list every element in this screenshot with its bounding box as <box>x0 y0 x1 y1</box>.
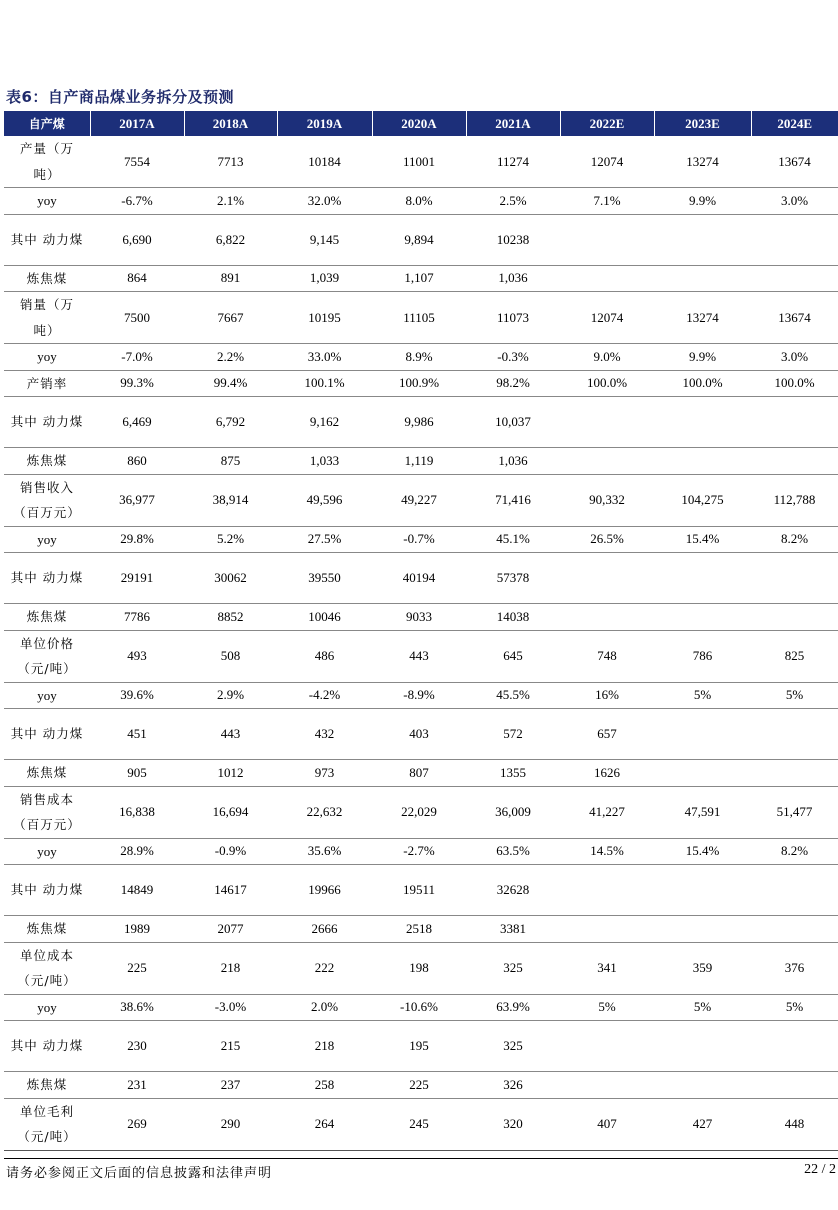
table-cell: 35.6% <box>277 838 372 865</box>
table-cell: 36,009 <box>466 786 560 838</box>
row-label: 产销率 <box>4 370 90 397</box>
table-cell: 508 <box>184 630 277 682</box>
table-cell: 427 <box>654 1098 751 1150</box>
header-cell: 2024E <box>751 111 838 136</box>
table-cell: 443 <box>372 630 466 682</box>
table-cell: 38,914 <box>184 474 277 526</box>
table-cell: 41,227 <box>560 786 654 838</box>
table-cell: 225 <box>90 942 184 994</box>
table-cell: 2.0% <box>277 994 372 1021</box>
table-cell: 1,107 <box>372 265 466 292</box>
table-cell: 90,332 <box>560 474 654 526</box>
table-cell: 860 <box>90 448 184 475</box>
table-row <box>4 1098 838 1150</box>
table-cell: 49,596 <box>277 474 372 526</box>
table-cell <box>751 397 838 448</box>
table-cell: 807 <box>372 760 466 787</box>
table-cell: 100.0% <box>751 370 838 397</box>
table-cell: 290 <box>184 1098 277 1150</box>
table-row <box>4 292 838 344</box>
table-cell: 218 <box>184 942 277 994</box>
table-row <box>4 1021 838 1072</box>
table-cell: 13274 <box>654 136 751 188</box>
table-cell <box>560 916 654 943</box>
table-cell: 29.8% <box>90 526 184 553</box>
table-cell <box>751 553 838 604</box>
table-cell: 451 <box>90 709 184 760</box>
table-row <box>4 916 838 943</box>
table-row <box>4 397 838 448</box>
table-cell: 9,894 <box>372 214 466 265</box>
table-cell <box>751 448 838 475</box>
table-cell: 63.5% <box>466 838 560 865</box>
table-cell: 218 <box>277 1021 372 1072</box>
table-cell: -3.0% <box>184 994 277 1021</box>
table-cell <box>654 865 751 916</box>
table-cell: 32628 <box>466 865 560 916</box>
table-cell: 12074 <box>560 136 654 188</box>
table-cell: 49,227 <box>372 474 466 526</box>
table-cell: 5% <box>654 994 751 1021</box>
table-cell: 2.5% <box>466 188 560 215</box>
table-cell: 12074 <box>560 292 654 344</box>
table-cell: 11073 <box>466 292 560 344</box>
table-cell: 10238 <box>466 214 560 265</box>
table-cell: 6,690 <box>90 214 184 265</box>
table-cell: 1989 <box>90 916 184 943</box>
table-row <box>4 1072 838 1099</box>
table-cell: 448 <box>751 1098 838 1150</box>
table-cell: 14.5% <box>560 838 654 865</box>
table-cell: 2518 <box>372 916 466 943</box>
table-cell: 8.0% <box>372 188 466 215</box>
table-header-row <box>4 111 838 136</box>
table-row <box>4 265 838 292</box>
table-cell: 40194 <box>372 553 466 604</box>
table-cell <box>654 397 751 448</box>
table-cell: 14038 <box>466 604 560 631</box>
row-label: 炼焦煤 <box>4 448 90 475</box>
table-cell: 28.9% <box>90 838 184 865</box>
row-label: 其中 动力煤 <box>4 709 90 760</box>
table-cell <box>751 760 838 787</box>
table-cell: 112,788 <box>751 474 838 526</box>
table-row <box>4 786 838 838</box>
table-cell: 71,416 <box>466 474 560 526</box>
table-row <box>4 526 838 553</box>
table-cell: -10.6% <box>372 994 466 1021</box>
row-label: 销售收入（百万元） <box>4 474 90 526</box>
table-cell: -0.9% <box>184 838 277 865</box>
table-cell: 5% <box>751 994 838 1021</box>
table-cell <box>560 448 654 475</box>
row-label: yoy <box>4 188 90 215</box>
table-cell: 8852 <box>184 604 277 631</box>
row-label: 单位成本（元/吨） <box>4 942 90 994</box>
table-cell: 100.0% <box>560 370 654 397</box>
table-cell: 245 <box>372 1098 466 1150</box>
row-label: 炼焦煤 <box>4 604 90 631</box>
table-cell <box>560 214 654 265</box>
table-cell: 22,632 <box>277 786 372 838</box>
table-cell: 39550 <box>277 553 372 604</box>
table-row <box>4 604 838 631</box>
row-label: yoy <box>4 838 90 865</box>
table-row <box>4 370 838 397</box>
table-cell <box>751 709 838 760</box>
table-cell <box>560 1072 654 1099</box>
table-cell: 19511 <box>372 865 466 916</box>
table-cell: 1,119 <box>372 448 466 475</box>
table-cell <box>654 760 751 787</box>
table-cell: 231 <box>90 1072 184 1099</box>
table-cell: 407 <box>560 1098 654 1150</box>
table-cell: -4.2% <box>277 682 372 709</box>
table-cell: 100.1% <box>277 370 372 397</box>
table-cell: 325 <box>466 942 560 994</box>
row-label: 炼焦煤 <box>4 265 90 292</box>
table-cell: 5% <box>560 994 654 1021</box>
row-label: yoy <box>4 994 90 1021</box>
table-cell <box>560 1021 654 1072</box>
table-cell: 6,822 <box>184 214 277 265</box>
header-cell: 2021A <box>466 111 560 136</box>
table-cell: 225 <box>372 1072 466 1099</box>
table-cell: 748 <box>560 630 654 682</box>
table-cell: 9.9% <box>654 188 751 215</box>
table-cell <box>751 265 838 292</box>
table-cell: 51,477 <box>751 786 838 838</box>
table-cell: 264 <box>277 1098 372 1150</box>
table-row <box>4 994 838 1021</box>
table-cell <box>654 1072 751 1099</box>
table-cell: 10046 <box>277 604 372 631</box>
table-cell <box>751 1021 838 1072</box>
table-cell: 33.0% <box>277 344 372 371</box>
table-cell: 11105 <box>372 292 466 344</box>
table-cell <box>560 553 654 604</box>
row-label: 炼焦煤 <box>4 760 90 787</box>
table-cell <box>560 604 654 631</box>
table-cell: 341 <box>560 942 654 994</box>
table-cell: -0.7% <box>372 526 466 553</box>
table-cell: -7.0% <box>90 344 184 371</box>
row-label: 其中 动力煤 <box>4 1021 90 1072</box>
table-cell: -2.7% <box>372 838 466 865</box>
table-cell <box>654 709 751 760</box>
table-cell: 13674 <box>751 136 838 188</box>
row-label: 单位毛利（元/吨） <box>4 1098 90 1150</box>
table-cell: 325 <box>466 1021 560 1072</box>
row-label: 产量（万吨） <box>4 136 90 188</box>
table-cell: 16,694 <box>184 786 277 838</box>
table-row <box>4 709 838 760</box>
table-cell: 13274 <box>654 292 751 344</box>
table-cell: 215 <box>184 1021 277 1072</box>
row-label: 销售成本（百万元） <box>4 786 90 838</box>
table-cell: 45.5% <box>466 682 560 709</box>
table-cell: 825 <box>751 630 838 682</box>
table-cell: 320 <box>466 1098 560 1150</box>
table-cell: 7500 <box>90 292 184 344</box>
table-cell: 100.9% <box>372 370 466 397</box>
row-label: yoy <box>4 526 90 553</box>
table-cell <box>654 916 751 943</box>
table-cell <box>654 553 751 604</box>
table-cell: 6,792 <box>184 397 277 448</box>
table-cell: 14617 <box>184 865 277 916</box>
table-cell <box>751 916 838 943</box>
table-cell: 7.1% <box>560 188 654 215</box>
row-label: 单位价格（元/吨） <box>4 630 90 682</box>
table-cell: 572 <box>466 709 560 760</box>
table-row <box>4 188 838 215</box>
table-cell: 7554 <box>90 136 184 188</box>
table-cell: 359 <box>654 942 751 994</box>
table-cell: 493 <box>90 630 184 682</box>
table-cell <box>654 1021 751 1072</box>
table-cell: 3.0% <box>751 188 838 215</box>
table-cell: 15.4% <box>654 526 751 553</box>
table-cell: 15.4% <box>654 838 751 865</box>
table-cell: 2.1% <box>184 188 277 215</box>
table-cell <box>560 865 654 916</box>
table-cell <box>751 214 838 265</box>
table-cell: 3381 <box>466 916 560 943</box>
table-cell: 2.2% <box>184 344 277 371</box>
table-cell: 195 <box>372 1021 466 1072</box>
table-row <box>4 553 838 604</box>
table-cell: 786 <box>654 630 751 682</box>
table-cell: 99.3% <box>90 370 184 397</box>
header-cell: 2019A <box>277 111 372 136</box>
table-body <box>4 136 838 1150</box>
table-cell: 2666 <box>277 916 372 943</box>
table-cell <box>560 265 654 292</box>
table-cell: 7786 <box>90 604 184 631</box>
table-cell: 645 <box>466 630 560 682</box>
table-cell: 7667 <box>184 292 277 344</box>
table-cell <box>654 448 751 475</box>
table-cell: 1012 <box>184 760 277 787</box>
table-cell <box>751 1072 838 1099</box>
table-cell: 269 <box>90 1098 184 1150</box>
table-cell: 10,037 <box>466 397 560 448</box>
table-cell: 9,145 <box>277 214 372 265</box>
table-cell: 45.1% <box>466 526 560 553</box>
table-cell: 973 <box>277 760 372 787</box>
table-cell: 9033 <box>372 604 466 631</box>
row-label: 其中 动力煤 <box>4 553 90 604</box>
table-cell <box>654 604 751 631</box>
table-cell: -0.3% <box>466 344 560 371</box>
coal-business-table <box>4 111 838 1151</box>
table-row <box>4 942 838 994</box>
table-row <box>4 838 838 865</box>
table-cell: 8.2% <box>751 526 838 553</box>
table-cell: 222 <box>277 942 372 994</box>
table-cell: 9,162 <box>277 397 372 448</box>
table-cell: 1355 <box>466 760 560 787</box>
table-cell: 1,036 <box>466 265 560 292</box>
table-cell: 9,986 <box>372 397 466 448</box>
table-row <box>4 136 838 188</box>
table-row <box>4 682 838 709</box>
table-cell: 47,591 <box>654 786 751 838</box>
table-cell: 16% <box>560 682 654 709</box>
row-label: 其中 动力煤 <box>4 865 90 916</box>
row-label: 其中 动力煤 <box>4 397 90 448</box>
header-cell: 自产煤 <box>4 111 90 136</box>
table-cell: 905 <box>90 760 184 787</box>
table-cell: 657 <box>560 709 654 760</box>
table-cell: 32.0% <box>277 188 372 215</box>
table-cell: 10184 <box>277 136 372 188</box>
table-cell: 39.6% <box>90 682 184 709</box>
table-row <box>4 630 838 682</box>
table-cell: 3.0% <box>751 344 838 371</box>
table-cell: 875 <box>184 448 277 475</box>
table-row <box>4 474 838 526</box>
table-cell: 891 <box>184 265 277 292</box>
table-cell: 63.9% <box>466 994 560 1021</box>
table-cell: 8.9% <box>372 344 466 371</box>
table-cell: 258 <box>277 1072 372 1099</box>
page-number: 22 / 2 <box>804 1162 836 1177</box>
table-cell: 98.2% <box>466 370 560 397</box>
row-label: yoy <box>4 344 90 371</box>
table-cell: 376 <box>751 942 838 994</box>
row-label: 炼焦煤 <box>4 916 90 943</box>
table-cell: 5.2% <box>184 526 277 553</box>
table-row <box>4 448 838 475</box>
table-cell: 30062 <box>184 553 277 604</box>
table-cell: 403 <box>372 709 466 760</box>
table-cell: -6.7% <box>90 188 184 215</box>
table-cell: 11001 <box>372 136 466 188</box>
table-cell: 432 <box>277 709 372 760</box>
table-cell: 7713 <box>184 136 277 188</box>
header-cell: 2022E <box>560 111 654 136</box>
table-cell: 230 <box>90 1021 184 1072</box>
table-cell: 13674 <box>751 292 838 344</box>
table-row <box>4 344 838 371</box>
table-cell <box>654 214 751 265</box>
table-cell: 16,838 <box>90 786 184 838</box>
table-cell: 864 <box>90 265 184 292</box>
table-cell: 10195 <box>277 292 372 344</box>
table-cell: 198 <box>372 942 466 994</box>
table-cell: -8.9% <box>372 682 466 709</box>
footer-divider <box>4 1158 838 1159</box>
table-cell: 9.9% <box>654 344 751 371</box>
row-label: 炼焦煤 <box>4 1072 90 1099</box>
table-cell: 9.0% <box>560 344 654 371</box>
table-cell: 27.5% <box>277 526 372 553</box>
table-row <box>4 760 838 787</box>
table-cell: 486 <box>277 630 372 682</box>
table-cell: 1,039 <box>277 265 372 292</box>
table-cell: 237 <box>184 1072 277 1099</box>
header-cell: 2020A <box>372 111 466 136</box>
table-cell: 14849 <box>90 865 184 916</box>
table-cell <box>654 265 751 292</box>
table-cell: 1,036 <box>466 448 560 475</box>
table-cell: 2077 <box>184 916 277 943</box>
table-cell <box>751 865 838 916</box>
table-cell: 1626 <box>560 760 654 787</box>
row-label: 销量（万吨） <box>4 292 90 344</box>
table-cell: 36,977 <box>90 474 184 526</box>
table-cell: 100.0% <box>654 370 751 397</box>
header-cell: 2023E <box>654 111 751 136</box>
table-cell: 19966 <box>277 865 372 916</box>
table-cell: 1,033 <box>277 448 372 475</box>
table-cell: 443 <box>184 709 277 760</box>
header-cell: 2018A <box>184 111 277 136</box>
table-cell <box>751 604 838 631</box>
table-cell: 2.9% <box>184 682 277 709</box>
table-cell: 104,275 <box>654 474 751 526</box>
table-cell: 26.5% <box>560 526 654 553</box>
table-cell: 57378 <box>466 553 560 604</box>
header-cell: 2017A <box>90 111 184 136</box>
row-label: yoy <box>4 682 90 709</box>
footer-disclaimer: 请务必参阅正文后面的信息披露和法律声明 <box>6 1166 273 1181</box>
table-cell: 5% <box>654 682 751 709</box>
table-title: 表6：自产商品煤业务拆分及预测 <box>6 88 234 106</box>
table-cell <box>560 397 654 448</box>
table-cell: 38.6% <box>90 994 184 1021</box>
table-cell: 11274 <box>466 136 560 188</box>
table-cell: 5% <box>751 682 838 709</box>
table-cell: 22,029 <box>372 786 466 838</box>
table-cell: 6,469 <box>90 397 184 448</box>
table-cell: 99.4% <box>184 370 277 397</box>
table-row <box>4 865 838 916</box>
table-cell: 326 <box>466 1072 560 1099</box>
table-cell: 29191 <box>90 553 184 604</box>
table-cell: 8.2% <box>751 838 838 865</box>
table-row <box>4 214 838 265</box>
row-label: 其中 动力煤 <box>4 214 90 265</box>
